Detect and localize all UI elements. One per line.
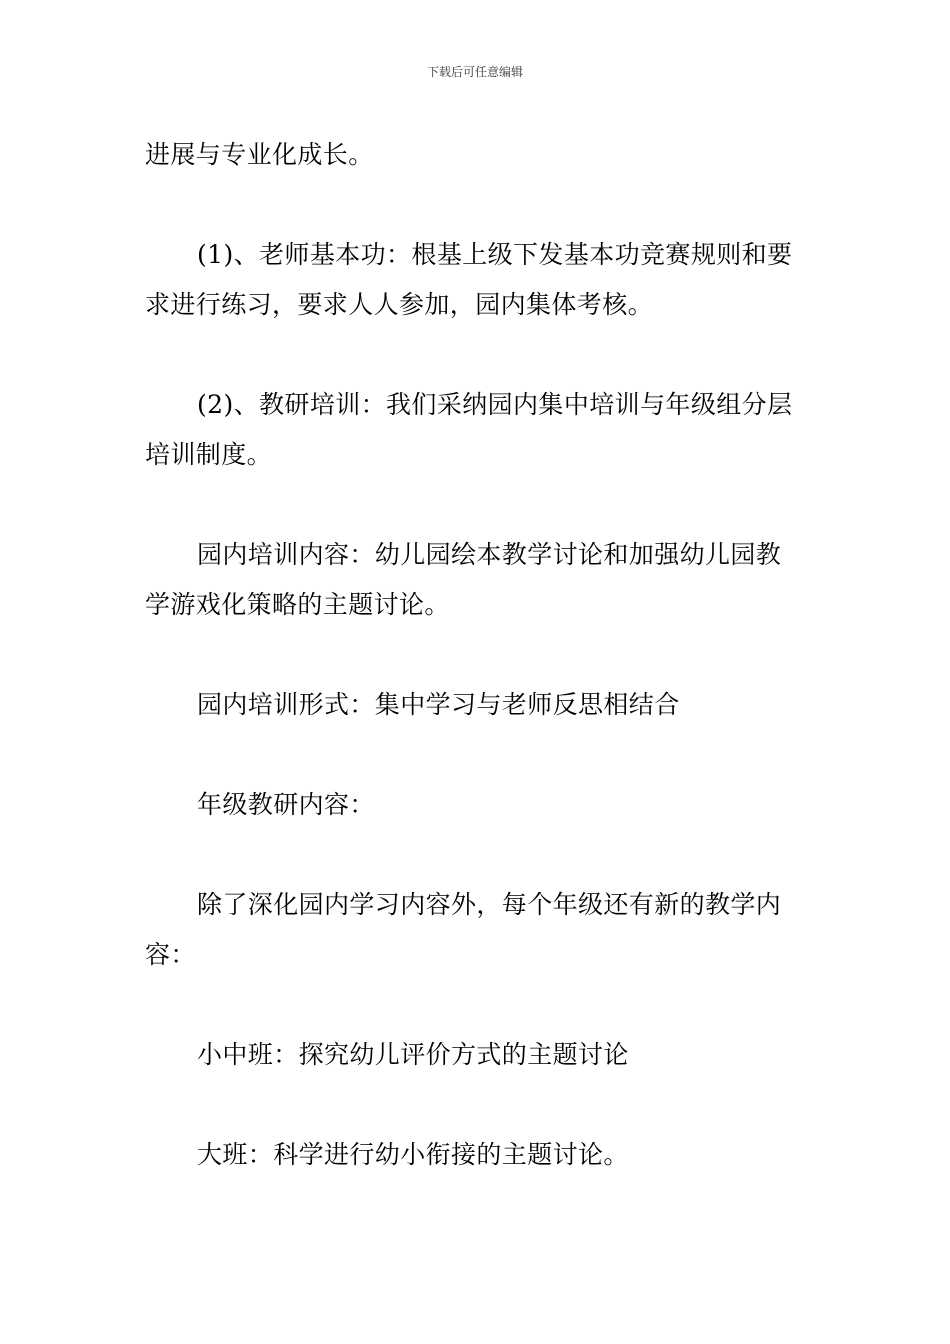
paragraph-4 <box>145 530 810 630</box>
paragraph-line: 园内培训形式：集中学习与老师反思相结合 <box>197 690 680 719</box>
paragraph-7 <box>145 880 810 980</box>
paragraph-line: 求进行练习，要求人人参加，园内集体考核。 <box>145 290 654 319</box>
paragraph-line: (2)、教研培训：我们采纳园内集中培训与年级组分层 <box>197 390 793 419</box>
paragraph-gap <box>145 480 810 530</box>
paragraph-gap <box>145 730 810 780</box>
paragraph-gap <box>145 630 810 680</box>
paragraph-line: 培训制度。 <box>145 440 273 469</box>
paragraph-line: (1)、老师基本功：根基上级下发基本功竞赛规则和要 <box>197 240 793 269</box>
paragraph-gap <box>145 980 810 1030</box>
paragraph-line: 小中班：探究幼儿评价方式的主题讨论 <box>197 1040 629 1069</box>
paragraph-line: 容： <box>145 940 196 969</box>
paragraph-line: 学游戏化策略的主题讨论。 <box>145 590 450 619</box>
paragraph-gap <box>145 1080 810 1130</box>
paragraph-6 <box>145 780 810 830</box>
paragraph-line: 大班：科学进行幼小衔接的主题讨论。 <box>197 1140 629 1169</box>
paragraph-line: 进展与专业化成长。 <box>145 140 374 169</box>
paragraph-1 <box>145 130 810 180</box>
paragraph-5 <box>145 680 810 730</box>
paragraph-8 <box>145 1030 810 1080</box>
paragraph-line: 年级教研内容： <box>197 790 375 819</box>
paragraph-line: 除了深化园内学习内容外，每个年级还有新的教学内 <box>197 890 782 919</box>
paragraph-line: 园内培训内容：幼儿园绘本教学讨论和加强幼儿园教 <box>197 540 782 569</box>
paragraph-gap <box>145 330 810 380</box>
document-body <box>145 130 810 1180</box>
paragraph-gap <box>145 830 810 880</box>
paragraph-gap <box>145 180 810 230</box>
page-header-caption: 下载后可任意编辑 <box>426 65 523 79</box>
paragraph-3 <box>145 380 810 480</box>
paragraph-2 <box>145 230 810 330</box>
paragraph-9 <box>145 1130 810 1180</box>
